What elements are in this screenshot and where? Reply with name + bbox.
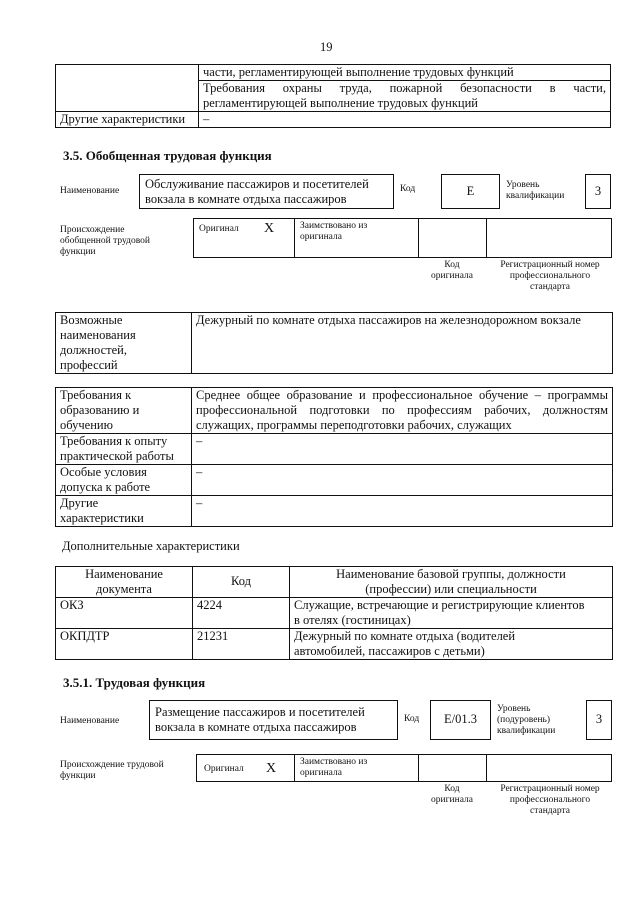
section-35-original-label: Оригинал <box>199 224 239 234</box>
section-351-code-original-caption: Код оригинала <box>431 784 473 805</box>
section-35-code-value: E <box>441 174 500 209</box>
section-351-name-label: Наименование <box>60 716 120 726</box>
additional-table <box>55 566 613 660</box>
top-table-row2: Требования охраны труда, пожарной безопасности в части, регламентирующей выполнение трудовых функций <box>199 81 611 112</box>
additional-title: Дополнительные характеристики <box>62 539 240 553</box>
additional-header-code: Код <box>193 567 290 598</box>
table-row: ОКЗ 4224 Служащие, встречающие и регистрирующие клиентов в отелях (гостиницах) <box>56 598 613 629</box>
section-35-heading: 3.5. Обобщенная трудовая функция <box>63 148 272 163</box>
section-35-name-value: Обслуживание пассажиров и посетителей вокзала в комнате отдыха пассажиров <box>139 174 394 209</box>
requirements-table <box>55 387 613 527</box>
top-table-row1: части, регламентирующей выполнение трудовых функций <box>199 65 611 81</box>
section-35-name-label: Наименование <box>60 186 120 196</box>
table-row: ОКПДТР 21231 Дежурный по комнате отдыха (водителей автомобилей, пассажиров с детьми) <box>56 629 613 660</box>
special-value: – <box>192 465 613 496</box>
section-35-reg-caption: Регистрационный номер профессионального стандарта <box>500 260 600 292</box>
section-351-heading: 3.5.1. Трудовая функция <box>63 675 206 690</box>
req-edu-value: Среднее общее образование и профессиональное обучение – программы профессиональной подготовки по профессиям рабочих, должностям служащих, программы переподготовки рабочих, служащих <box>192 388 613 434</box>
section-35-level-value: 3 <box>585 174 611 209</box>
top-table-other-value: – <box>199 112 611 128</box>
section-35-origin-label: Происхождение обобщенной трудовой функции <box>60 225 150 257</box>
other-value: – <box>192 496 613 527</box>
additional-header-doc: Наименование документа <box>56 567 193 598</box>
section-351-origin-label: Происхождение трудовой функции <box>60 760 164 781</box>
section-351-origin-box <box>196 754 612 782</box>
section-351-original-mark: X <box>266 761 277 776</box>
section-351-level-value: 3 <box>586 700 612 740</box>
section-35-borrowed-label: Заимствовано из оригинала <box>300 221 368 242</box>
section-35-original-mark: X <box>264 221 275 236</box>
positions-value: Дежурный по комнате отдыха пассажиров на железнодорожном вокзале <box>192 313 613 374</box>
section-351-original-label: Оригинал <box>204 764 244 774</box>
section-351-reg-caption: Регистрационный номер профессионального стандарта <box>500 784 600 816</box>
section-351-code-label: Код <box>404 714 420 724</box>
section-351-borrowed-label: Заимствовано из оригинала <box>300 757 368 778</box>
req-exp-label: Требования к опыту практической работы <box>56 434 192 465</box>
section-351-level-label: Уровень (подуровень) квалификации <box>497 704 556 736</box>
section-35-origin-box <box>193 218 612 258</box>
section-35-code-label: Код <box>400 184 416 194</box>
req-edu-label: Требования к образованию и обучению <box>56 388 192 434</box>
section-351-name-value: Размещение пассажиров и посетителей вокзала в комнате отдыха пассажиров <box>149 700 398 740</box>
other-label: Другие характеристики <box>56 496 192 527</box>
section-351-code-value: E/01.3 <box>430 700 491 740</box>
positions-label: Возможные наименования должностей, профессий <box>56 313 192 374</box>
section-35-level-label: Уровень квалификации <box>506 180 565 201</box>
positions-table <box>55 312 613 374</box>
top-table-other-label: Другие характеристики <box>56 112 199 128</box>
req-exp-value: – <box>192 434 613 465</box>
additional-header-group: Наименование базовой группы, должности (профессии) или специальности <box>290 567 613 598</box>
special-label: Особые условия допуска к работе <box>56 465 192 496</box>
top-table <box>55 64 611 128</box>
section-35-code-original-caption: Код оригинала <box>431 260 473 281</box>
page-number: 19 <box>320 40 333 54</box>
